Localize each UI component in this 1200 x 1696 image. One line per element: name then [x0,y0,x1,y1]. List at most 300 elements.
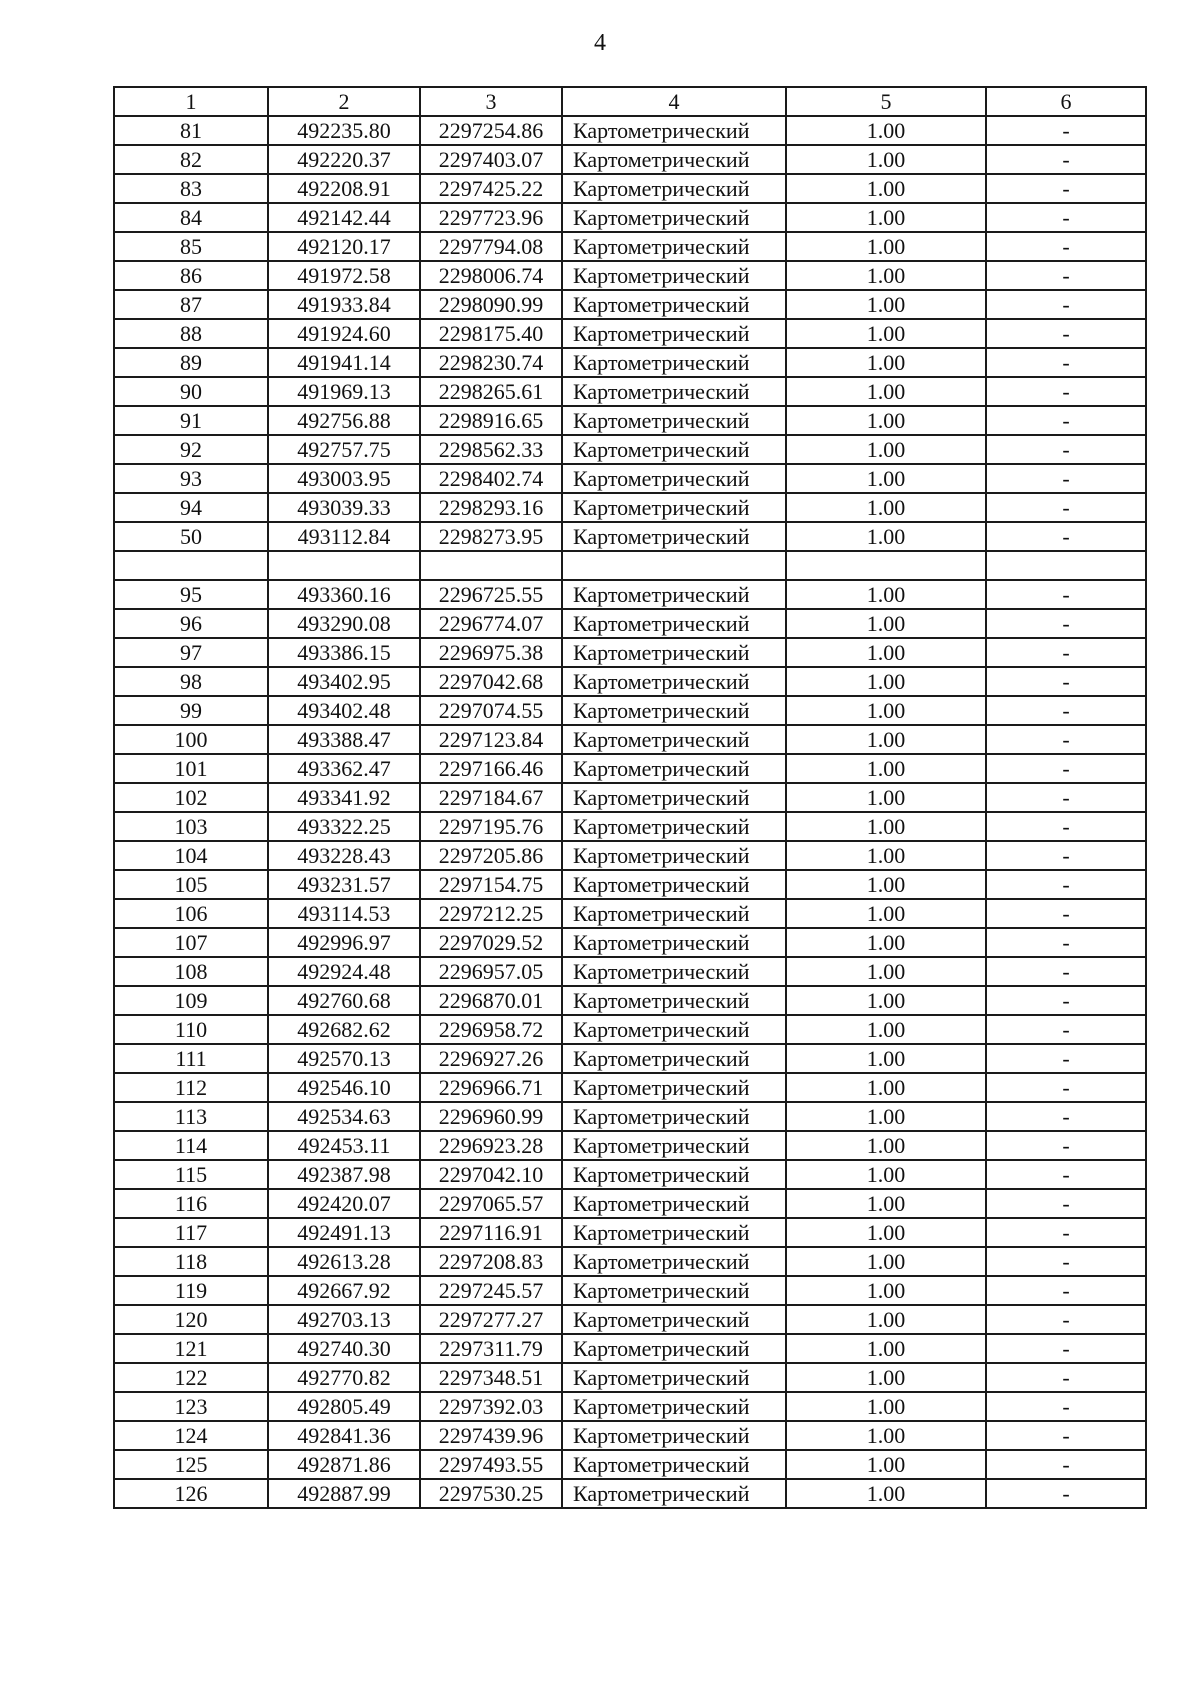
note-cell: - [986,986,1146,1015]
accuracy-cell: 1.00 [786,1305,986,1334]
x-coordinate-cell: 492534.63 [268,1102,420,1131]
accuracy-cell: 1.00 [786,1189,986,1218]
x-coordinate-cell: 492453.11 [268,1131,420,1160]
x-coordinate-cell: 491969.13 [268,377,420,406]
method-cell: Картометрический [562,580,786,609]
x-coordinate-cell: 492420.07 [268,1189,420,1218]
table-row [114,551,1146,580]
y-coordinate-cell: 2297392.03 [420,1392,562,1421]
x-coordinate-cell: 493039.33 [268,493,420,522]
y-coordinate-cell: 2297074.55 [420,696,562,725]
table-row [114,1363,1146,1392]
note-cell: - [986,1334,1146,1363]
method-cell: Картометрический [562,1450,786,1479]
point-number-cell: 89 [114,348,268,377]
point-number-cell: 102 [114,783,268,812]
table-row [114,870,1146,899]
method-cell: Картометрический [562,638,786,667]
point-number-cell: 91 [114,406,268,435]
table-row [114,783,1146,812]
x-coordinate-cell: 492871.86 [268,1450,420,1479]
y-coordinate-cell: 2298265.61 [420,377,562,406]
note-cell: - [986,1189,1146,1218]
point-number-cell: 105 [114,870,268,899]
table-row [114,261,1146,290]
accuracy-cell: 1.00 [786,870,986,899]
header-row [114,87,1146,116]
accuracy-cell: 1.00 [786,1044,986,1073]
y-coordinate-cell: 2297348.51 [420,1363,562,1392]
table-row [114,1015,1146,1044]
note-cell: - [986,667,1146,696]
note-cell: - [986,377,1146,406]
point-number-cell: 110 [114,1015,268,1044]
y-coordinate-cell: 2296957.05 [420,957,562,986]
table-row [114,986,1146,1015]
method-cell: Картометрический [562,754,786,783]
x-coordinate-cell: 493228.43 [268,841,420,870]
point-number-cell: 118 [114,1247,268,1276]
x-coordinate-cell: 493114.53 [268,899,420,928]
y-coordinate-cell: 2297184.67 [420,783,562,812]
table-row [114,580,1146,609]
method-cell: Картометрический [562,464,786,493]
y-coordinate-cell: 2297042.10 [420,1160,562,1189]
accuracy-cell: 1.00 [786,928,986,957]
accuracy-cell: 1.00 [786,174,986,203]
y-coordinate-cell: 2297245.57 [420,1276,562,1305]
y-coordinate-cell: 2298916.65 [420,406,562,435]
y-coordinate-cell: 2297123.84 [420,725,562,754]
x-coordinate-cell: 492208.91 [268,174,420,203]
y-coordinate-cell: 2297277.27 [420,1305,562,1334]
accuracy-cell: 1.00 [786,493,986,522]
point-number-cell: 96 [114,609,268,638]
table-row [114,232,1146,261]
point-number-cell: 121 [114,1334,268,1363]
note-cell: - [986,638,1146,667]
method-cell: Картометрический [562,957,786,986]
method-cell: Картометрический [562,406,786,435]
table-row [114,1421,1146,1450]
y-coordinate-cell [420,551,562,580]
point-number-cell: 125 [114,1450,268,1479]
accuracy-cell: 1.00 [786,1421,986,1450]
note-cell [986,551,1146,580]
point-number-cell: 116 [114,1189,268,1218]
x-coordinate-cell: 493003.95 [268,464,420,493]
note-cell: - [986,1363,1146,1392]
accuracy-cell: 1.00 [786,319,986,348]
table-row [114,377,1146,406]
note-cell: - [986,870,1146,899]
note-cell: - [986,493,1146,522]
note-cell: - [986,145,1146,174]
y-coordinate-cell: 2297208.83 [420,1247,562,1276]
note-cell: - [986,609,1146,638]
table-row [114,522,1146,551]
table-row [114,348,1146,377]
method-cell: Картометрический [562,696,786,725]
table-row [114,1305,1146,1334]
note-cell: - [986,1073,1146,1102]
x-coordinate-cell: 492757.75 [268,435,420,464]
method-cell: Картометрический [562,319,786,348]
note-cell: - [986,1305,1146,1334]
y-coordinate-cell: 2297195.76 [420,812,562,841]
x-coordinate-cell: 491933.84 [268,290,420,319]
table-row [114,609,1146,638]
note-cell: - [986,580,1146,609]
x-coordinate-cell: 492996.97 [268,928,420,957]
table-row [114,435,1146,464]
table-row [114,1247,1146,1276]
note-cell: - [986,1160,1146,1189]
y-coordinate-cell: 2297154.75 [420,870,562,899]
x-coordinate-cell: 493402.95 [268,667,420,696]
method-cell: Картометрический [562,435,786,464]
x-coordinate-cell: 493322.25 [268,812,420,841]
method-cell: Картометрический [562,1189,786,1218]
note-cell: - [986,957,1146,986]
table-row [114,290,1146,319]
accuracy-cell: 1.00 [786,725,986,754]
table-row [114,1218,1146,1247]
table-row [114,638,1146,667]
x-coordinate-cell: 493341.92 [268,783,420,812]
point-number-cell: 99 [114,696,268,725]
x-coordinate-cell: 493386.15 [268,638,420,667]
method-cell: Картометрический [562,1160,786,1189]
method-cell: Картометрический [562,1131,786,1160]
y-coordinate-cell: 2296927.26 [420,1044,562,1073]
table-row [114,928,1146,957]
table-row [114,1073,1146,1102]
table-row [114,174,1146,203]
note-cell: - [986,174,1146,203]
point-number-cell: 111 [114,1044,268,1073]
y-coordinate-cell: 2296966.71 [420,1073,562,1102]
table-row [114,1189,1146,1218]
point-number-cell: 115 [114,1160,268,1189]
column-header: 2 [268,87,420,116]
note-cell: - [986,754,1146,783]
accuracy-cell: 1.00 [786,1363,986,1392]
accuracy-cell: 1.00 [786,145,986,174]
note-cell: - [986,725,1146,754]
note-cell: - [986,464,1146,493]
column-header: 5 [786,87,986,116]
accuracy-cell: 1.00 [786,464,986,493]
table-row [114,1160,1146,1189]
accuracy-cell: 1.00 [786,435,986,464]
table-row [114,841,1146,870]
table-row [114,957,1146,986]
table-row [114,1131,1146,1160]
accuracy-cell: 1.00 [786,290,986,319]
accuracy-cell: 1.00 [786,203,986,232]
y-coordinate-cell: 2297311.79 [420,1334,562,1363]
y-coordinate-cell: 2298402.74 [420,464,562,493]
method-cell [562,551,786,580]
note-cell: - [986,1247,1146,1276]
method-cell: Картометрический [562,1276,786,1305]
x-coordinate-cell: 492770.82 [268,1363,420,1392]
method-cell: Картометрический [562,1363,786,1392]
accuracy-cell: 1.00 [786,696,986,725]
y-coordinate-cell: 2297723.96 [420,203,562,232]
x-coordinate-cell: 492756.88 [268,406,420,435]
y-coordinate-cell: 2296958.72 [420,1015,562,1044]
x-coordinate-cell: 493231.57 [268,870,420,899]
x-coordinate-cell: 492667.92 [268,1276,420,1305]
table-row [114,464,1146,493]
x-coordinate-cell: 492491.13 [268,1218,420,1247]
point-number-cell: 98 [114,667,268,696]
table-row [114,1392,1146,1421]
y-coordinate-cell: 2298293.16 [420,493,562,522]
note-cell: - [986,116,1146,145]
accuracy-cell: 1.00 [786,116,986,145]
point-number-cell: 97 [114,638,268,667]
accuracy-cell: 1.00 [786,957,986,986]
method-cell: Картометрический [562,1305,786,1334]
accuracy-cell: 1.00 [786,986,986,1015]
table-row [114,1334,1146,1363]
x-coordinate-cell: 492740.30 [268,1334,420,1363]
point-number-cell: 123 [114,1392,268,1421]
method-cell: Картометрический [562,1073,786,1102]
method-cell: Картометрический [562,145,786,174]
point-number-cell: 90 [114,377,268,406]
note-cell: - [986,841,1146,870]
accuracy-cell: 1.00 [786,377,986,406]
point-number-cell: 92 [114,435,268,464]
point-number-cell: 112 [114,1073,268,1102]
method-cell: Картометрический [562,812,786,841]
y-coordinate-cell: 2297042.68 [420,667,562,696]
point-number-cell: 93 [114,464,268,493]
y-coordinate-cell: 2297403.07 [420,145,562,174]
column-header: 3 [420,87,562,116]
x-coordinate-cell: 492546.10 [268,1073,420,1102]
y-coordinate-cell: 2298230.74 [420,348,562,377]
x-coordinate-cell: 493290.08 [268,609,420,638]
y-coordinate-cell: 2298273.95 [420,522,562,551]
y-coordinate-cell: 2297212.25 [420,899,562,928]
note-cell: - [986,899,1146,928]
x-coordinate-cell: 492887.99 [268,1479,420,1508]
method-cell: Картометрический [562,986,786,1015]
point-number-cell: 103 [114,812,268,841]
accuracy-cell: 1.00 [786,406,986,435]
y-coordinate-cell: 2296923.28 [420,1131,562,1160]
coordinates-table [113,86,1147,1509]
note-cell: - [986,928,1146,957]
accuracy-cell: 1.00 [786,1073,986,1102]
note-cell: - [986,261,1146,290]
note-cell: - [986,1015,1146,1044]
accuracy-cell: 1.00 [786,783,986,812]
table-row [114,696,1146,725]
x-coordinate-cell: 492142.44 [268,203,420,232]
x-coordinate-cell: 492682.62 [268,1015,420,1044]
table-row [114,1102,1146,1131]
y-coordinate-cell: 2296774.07 [420,609,562,638]
y-coordinate-cell: 2297493.55 [420,1450,562,1479]
accuracy-cell: 1.00 [786,841,986,870]
x-coordinate-cell: 493362.47 [268,754,420,783]
note-cell: - [986,1131,1146,1160]
method-cell: Картометрический [562,870,786,899]
method-cell: Картометрический [562,667,786,696]
accuracy-cell: 1.00 [786,1450,986,1479]
x-coordinate-cell: 492220.37 [268,145,420,174]
accuracy-cell: 1.00 [786,522,986,551]
method-cell: Картометрический [562,290,786,319]
point-number-cell: 117 [114,1218,268,1247]
y-coordinate-cell: 2296975.38 [420,638,562,667]
method-cell: Картометрический [562,1102,786,1131]
accuracy-cell: 1.00 [786,348,986,377]
x-coordinate-cell: 493388.47 [268,725,420,754]
point-number-cell: 124 [114,1421,268,1450]
table-row [114,203,1146,232]
table-row [114,812,1146,841]
point-number-cell: 87 [114,290,268,319]
method-cell: Картометрический [562,261,786,290]
table-row [114,493,1146,522]
x-coordinate-cell [268,551,420,580]
method-cell: Картометрический [562,609,786,638]
y-coordinate-cell: 2297794.08 [420,232,562,261]
x-coordinate-cell: 492760.68 [268,986,420,1015]
method-cell: Картометрический [562,522,786,551]
y-coordinate-cell: 2297439.96 [420,1421,562,1450]
note-cell: - [986,812,1146,841]
accuracy-cell: 1.00 [786,1276,986,1305]
method-cell: Картометрический [562,377,786,406]
y-coordinate-cell: 2297254.86 [420,116,562,145]
note-cell: - [986,1421,1146,1450]
note-cell: - [986,348,1146,377]
note-cell: - [986,1044,1146,1073]
point-number-cell: 120 [114,1305,268,1334]
note-cell: - [986,696,1146,725]
note-cell: - [986,290,1146,319]
y-coordinate-cell: 2297029.52 [420,928,562,957]
y-coordinate-cell: 2297425.22 [420,174,562,203]
accuracy-cell: 1.00 [786,1392,986,1421]
table-body [114,116,1146,1508]
point-number-cell: 104 [114,841,268,870]
y-coordinate-cell: 2296870.01 [420,986,562,1015]
method-cell: Картометрический [562,232,786,261]
column-header: 4 [562,87,786,116]
method-cell: Картометрический [562,928,786,957]
accuracy-cell: 1.00 [786,1160,986,1189]
accuracy-cell: 1.00 [786,1334,986,1363]
method-cell: Картометрический [562,1421,786,1450]
point-number-cell: 94 [114,493,268,522]
x-coordinate-cell: 492613.28 [268,1247,420,1276]
method-cell: Картометрический [562,1479,786,1508]
method-cell: Картометрический [562,174,786,203]
note-cell: - [986,203,1146,232]
method-cell: Картометрический [562,1247,786,1276]
accuracy-cell: 1.00 [786,580,986,609]
x-coordinate-cell: 492120.17 [268,232,420,261]
point-number-cell: 81 [114,116,268,145]
point-number-cell: 122 [114,1363,268,1392]
point-number-cell: 101 [114,754,268,783]
point-number-cell: 126 [114,1479,268,1508]
point-number-cell: 95 [114,580,268,609]
accuracy-cell: 1.00 [786,667,986,696]
accuracy-cell: 1.00 [786,261,986,290]
y-coordinate-cell: 2297065.57 [420,1189,562,1218]
point-number-cell: 107 [114,928,268,957]
point-number-cell: 119 [114,1276,268,1305]
y-coordinate-cell: 2298562.33 [420,435,562,464]
note-cell: - [986,522,1146,551]
point-number-cell: 82 [114,145,268,174]
y-coordinate-cell: 2297116.91 [420,1218,562,1247]
table-row [114,116,1146,145]
method-cell: Картометрический [562,1334,786,1363]
method-cell: Картометрический [562,783,786,812]
y-coordinate-cell: 2298090.99 [420,290,562,319]
column-header: 6 [986,87,1146,116]
method-cell: Картометрический [562,203,786,232]
point-number-cell: 83 [114,174,268,203]
x-coordinate-cell: 492924.48 [268,957,420,986]
table-row [114,319,1146,348]
table-row [114,1044,1146,1073]
accuracy-cell: 1.00 [786,1102,986,1131]
note-cell: - [986,783,1146,812]
x-coordinate-cell: 491941.14 [268,348,420,377]
table-row [114,145,1146,174]
accuracy-cell: 1.00 [786,1015,986,1044]
x-coordinate-cell: 492387.98 [268,1160,420,1189]
table-row [114,406,1146,435]
x-coordinate-cell: 492235.80 [268,116,420,145]
y-coordinate-cell: 2296725.55 [420,580,562,609]
note-cell: - [986,1218,1146,1247]
method-cell: Картометрический [562,348,786,377]
y-coordinate-cell: 2297530.25 [420,1479,562,1508]
note-cell: - [986,232,1146,261]
accuracy-cell: 1.00 [786,1218,986,1247]
x-coordinate-cell: 493402.48 [268,696,420,725]
x-coordinate-cell: 491924.60 [268,319,420,348]
table-row [114,725,1146,754]
point-number-cell: 108 [114,957,268,986]
point-number-cell [114,551,268,580]
x-coordinate-cell: 492805.49 [268,1392,420,1421]
note-cell: - [986,1276,1146,1305]
x-coordinate-cell: 493112.84 [268,522,420,551]
x-coordinate-cell: 492841.36 [268,1421,420,1450]
accuracy-cell: 1.00 [786,812,986,841]
note-cell: - [986,319,1146,348]
table-row [114,754,1146,783]
point-number-cell: 88 [114,319,268,348]
table-header [114,87,1146,116]
accuracy-cell: 1.00 [786,1247,986,1276]
accuracy-cell [786,551,986,580]
